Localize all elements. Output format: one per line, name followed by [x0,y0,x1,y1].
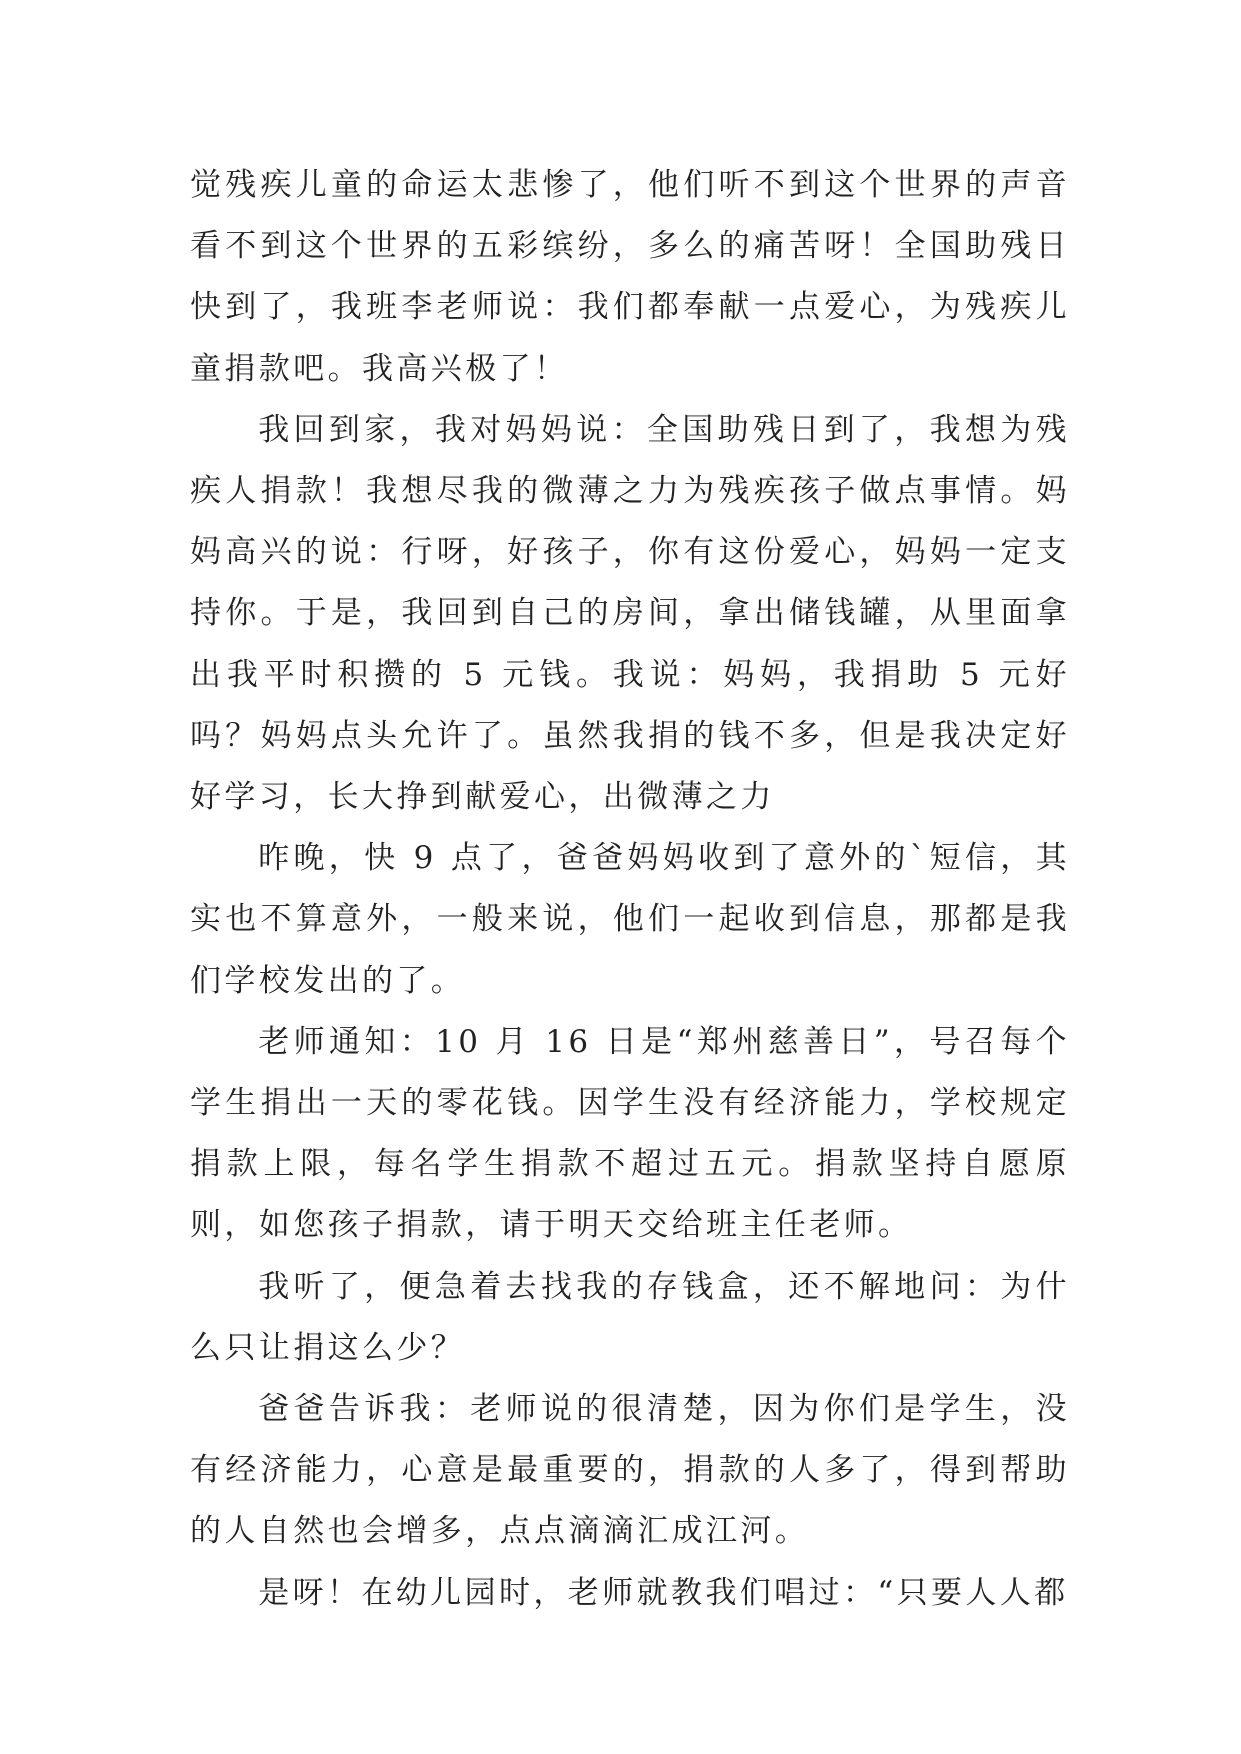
document-body [190,155,1070,1624]
paragraph-1: 觉残疾儿童的命运太悲惨了，他们听不到这个世界的声音看不到这个世界的五彩缤纷，多么的痛苦呀！全国助残日快到了，我班李老师说：我们都奉献一点爱心，为残疾儿童捐款吧。我高兴极了！ [190,167,1070,387]
paragraph-4: 老师通知：10 月 16 日是“郑州慈善日”，号召每个学生捐出一天的零花钱。因学生没有经济能力，学校规定捐款上限，每名学生捐款不超过五元。捐款坚持自愿原则，如您孩子捐款，请于明天交给班主任老师。 [190,1023,1070,1244]
paragraph-6: 爸爸告诉我：老师说的很清楚，因为你们是学生，没有经济能力，心意是最重要的，捐款的人多了，得到帮助的人自然也会增多，点点滴滴汇成江河。 [190,1391,1070,1550]
paragraph-2: 我回到家，我对妈妈说：全国助残日到了，我想为残疾人捐款！我想尽我的微薄之力为残疾孩子做点事情。妈妈高兴的说：行呀，好孩子，你有这份爱心，妈妈一定支持你。于是，我回到自己的房间，拿出储钱罐，从里面拿出我平时积攒的 5 元钱。我说：妈妈，我捐助 5 元好吗？妈妈点头允许了。虽然我捐的钱不多，但是我决定好好学习，长大挣到献爱心，出微薄之力 [190,411,1070,816]
paragraph-7: 是呀！在幼儿园时，老师就教我们唱过：“只要人人都 [258,1574,1069,1611]
paragraph-3: 昨晚，快 9 点了，爸爸妈妈收到了意外的`短信，其实也不算意外，一般来说，他们一起收到信息，那都是我们学校发出的了。 [190,840,1070,999]
paragraph-5: 我听了，便急着去找我的存钱盒，还不解地问：为什么只让捐这么少？ [190,1268,1070,1366]
